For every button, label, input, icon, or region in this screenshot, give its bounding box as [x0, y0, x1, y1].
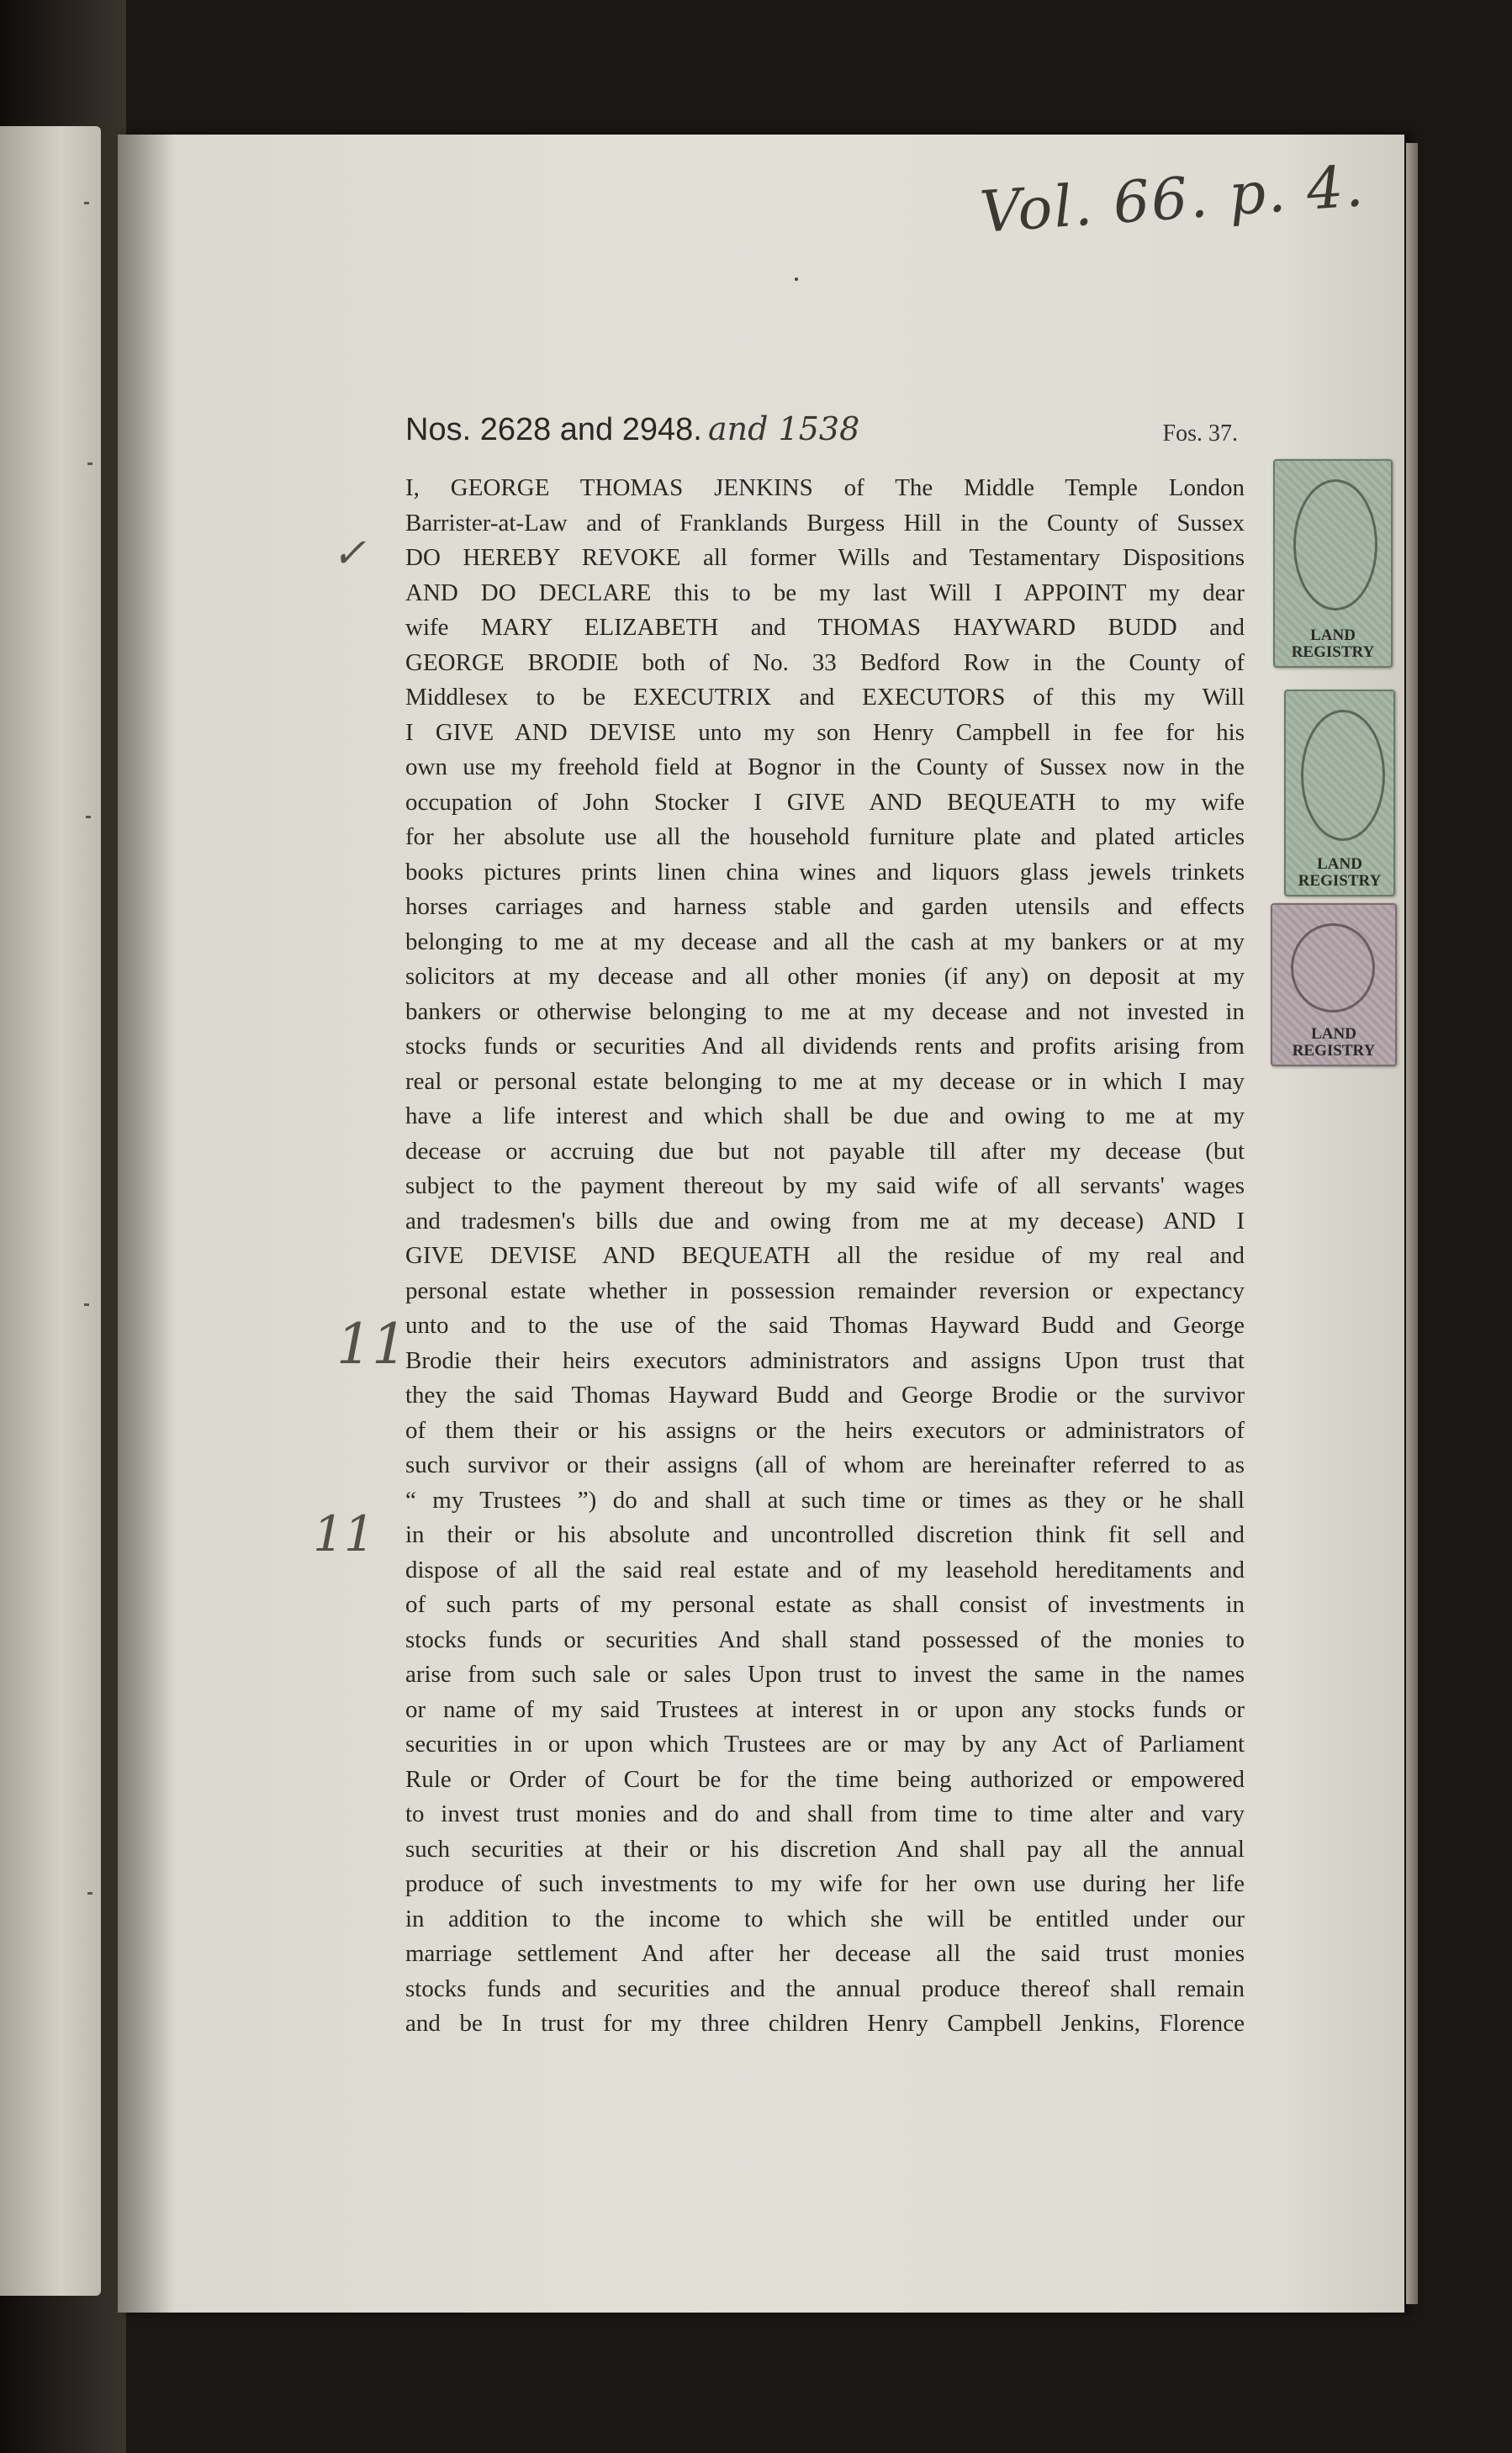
text-line: I GIVE AND DEVISE unto my son Henry Campbell in fee for his — [405, 718, 1245, 746]
text-line: of them their or his assigns or the heirs executors or administrators of — [405, 1416, 1245, 1444]
text-line: stocks funds and securities and the annual produce thereof shall remain — [405, 1975, 1245, 2002]
text-line: and be In trust for my three children Henry Campbell Jenkins, Florence — [405, 2010, 1245, 2037]
text-line: Middlesex to be EXECUTRIX and EXECUTORS of this my Will — [405, 684, 1245, 711]
text-line: and tradesmen's bills due and owing from me at my decease) AND I — [405, 1207, 1245, 1234]
revenue-stamp — [1273, 459, 1393, 668]
text-line: they the said Thomas Hayward Budd and George Brodie or the survivor — [405, 1382, 1245, 1409]
text-line: GEORGE BRODIE both of No. 33 Bedford Row in the County of — [405, 648, 1245, 676]
text-line: such survivor or their assigns (all of whom are hereinafter referred to as — [405, 1451, 1245, 1478]
text-line: wife MARY ELIZABETH and THOMAS HAYWARD BUDD and — [405, 614, 1245, 641]
text-line: produce of such investments to my wife for her own use during her life — [405, 1870, 1245, 1897]
text-line: marriage settlement And after her decease all the said trust monies — [405, 1940, 1245, 1967]
text-line: subject to the payment thereout by my said wife of all servants' wages — [405, 1172, 1245, 1199]
text-line: stocks funds or securities And shall stand possessed of the monies to — [405, 1626, 1245, 1653]
text-line: in addition to the income to which she will be entitled under our — [405, 1905, 1245, 1932]
text-line: unto and to the use of the said Thomas Hayward Budd and George — [405, 1312, 1245, 1339]
document-header — [405, 412, 1238, 463]
text-line: horses carriages and harness stable and garden utensils and effects — [405, 893, 1245, 920]
stamp-portrait-oval — [1301, 710, 1385, 841]
text-line: Brodie their heirs executors administrators and assigns Upon trust that — [405, 1346, 1245, 1374]
facing-page-edge — [0, 126, 101, 2296]
text-line: for her absolute use all the household furniture plate and plated articles — [405, 823, 1245, 850]
text-line: own use my freehold field at Bognor in the County of Sussex now in the — [405, 753, 1245, 780]
handwritten-number-addition: and 1538 — [708, 410, 860, 447]
margin-mark: 11 — [336, 1312, 407, 1377]
text-line: belonging to me at my decease and all the cash at my bankers or at my — [405, 928, 1245, 955]
text-line: books pictures prints linen china wines and liquors glass jewels trinkets — [405, 858, 1245, 886]
text-line: real or personal estate belonging to me at my decease or in which I may — [405, 1067, 1245, 1095]
record-numbers: Nos. 2628 and 2948. — [405, 412, 702, 447]
folio-count: Fos. 37. — [1162, 420, 1238, 447]
text-line: have a life interest and which shall be due and owing to me at my — [405, 1102, 1245, 1129]
revenue-stamp — [1284, 690, 1395, 896]
text-line: I, GEORGE THOMAS JENKINS of The Middle Temple London — [405, 474, 1245, 501]
stamp-label: LAND REGISTRY — [1292, 1025, 1376, 1060]
margin-mark: 11 — [313, 1505, 375, 1562]
text-line: of such parts of my personal estate as shall consist of investments in — [405, 1591, 1245, 1618]
text-line: personal estate whether in possession remainder reversion or expectancy — [405, 1277, 1245, 1304]
text-line: DO HEREBY REVOKE all former Wills and Testamentary Dispositions — [405, 544, 1245, 571]
text-line: “ my Trustees ”) do and shall at such time or times as they or he shall — [405, 1486, 1245, 1514]
text-line: decease or accruing due but not payable till after my decease (but — [405, 1137, 1245, 1165]
text-line: occupation of John Stocker I GIVE AND BEQUEATH to my wife — [405, 788, 1245, 816]
stamp-portrait-oval — [1291, 923, 1375, 1012]
text-line: solicitors at my decease and all other monies (if any) on deposit at my — [405, 963, 1245, 990]
text-line: in their or his absolute and uncontrolled discretion think fit sell and — [405, 1521, 1245, 1548]
text-line: bankers or otherwise belonging to me at my decease and not invested in — [405, 997, 1245, 1025]
handwritten-volume-reference: Vol. 66. p. 4. — [977, 153, 1367, 246]
will-body-text — [405, 471, 1245, 2042]
text-line: such securities at their or his discretion And shall pay all the annual — [405, 1835, 1245, 1863]
text-line: Barrister-at-Law and of Franklands Burgess Hill in the County of Sussex — [405, 509, 1245, 537]
text-line: securities in or upon which Trustees are or may by any Act of Parliament — [405, 1731, 1245, 1758]
text-line: AND DO DECLARE this to be my last Will I APPOINT my dear — [405, 579, 1245, 606]
revenue-stamp — [1271, 903, 1397, 1066]
margin-check-mark: ✓ — [332, 530, 367, 577]
text-line: or name of my said Trustees at interest in or upon any stocks funds or — [405, 1695, 1245, 1723]
ink-dot — [795, 278, 798, 281]
stamp-portrait-oval — [1293, 479, 1377, 611]
stamp-label: LAND REGISTRY — [1298, 855, 1382, 890]
gutter-shadow — [118, 135, 177, 2313]
text-line: dispose of all the said real estate and of my leasehold hereditaments and — [405, 1556, 1245, 1583]
stamp-label: LAND REGISTRY — [1291, 626, 1375, 661]
text-line: arise from such sale or sales Upon trust to invest the same in the names — [405, 1661, 1245, 1688]
text-line: Rule or Order of Court be for the time being authorized or empowered — [405, 1765, 1245, 1793]
text-line: GIVE DEVISE AND BEQUEATH all the residue of my real and — [405, 1242, 1245, 1269]
text-line: to invest trust monies and do and shall from time to time alter and vary — [405, 1800, 1245, 1827]
text-line: stocks funds or securities And all dividends rents and profits arising from — [405, 1033, 1245, 1060]
page-stack-edge — [1406, 143, 1418, 2304]
